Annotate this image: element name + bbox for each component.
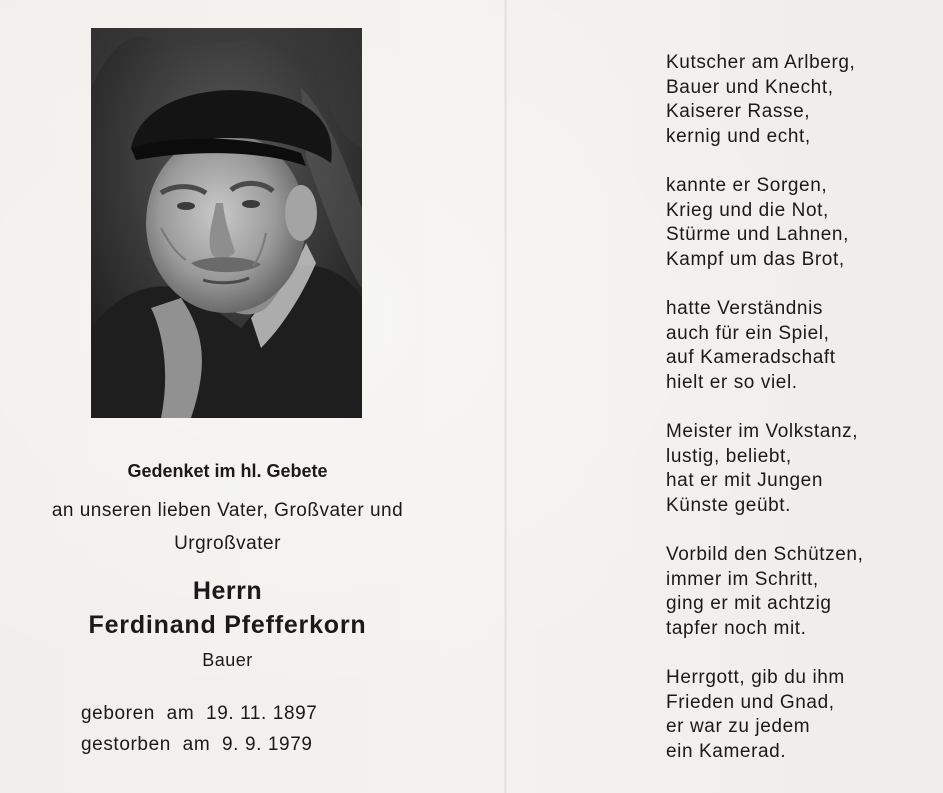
portrait-image [91, 28, 362, 418]
poem-line: er war zu jedem [666, 716, 811, 737]
poem-line: auf Kameradschaft [666, 347, 836, 368]
poem-stanza [666, 297, 936, 395]
poem-line: Herrgott, gib du ihm [666, 667, 845, 688]
card-fold [504, 0, 507, 793]
poem-line: kernig und echt, [666, 125, 811, 147]
death-date: gestorben am 9. 9. 1979 [81, 734, 313, 755]
dedication-line: Urgroßvater [174, 533, 281, 554]
memorial-poem [666, 51, 936, 789]
birth-date: geboren am 19. 11. 1897 [81, 703, 318, 724]
poem-line: Frieden und Gnad, [666, 691, 835, 713]
poem-line: tapfer noch mit. [666, 617, 807, 639]
poem-line: lustig, beliebt, [666, 445, 792, 467]
poem-stanza [666, 543, 936, 641]
poem-line: hatte Verständnis [666, 298, 824, 319]
salutation: Herrn [192, 577, 263, 605]
life-dates [81, 698, 317, 760]
deceased-name: Ferdinand Pfefferkorn [88, 611, 367, 639]
poem-line: Kampf um das Brot, [666, 248, 845, 270]
poem-line: hat er mit Jungen [666, 470, 824, 491]
portrait-photo [91, 28, 362, 418]
poem-line: ging er mit achtzig [666, 593, 832, 614]
poem-stanza [666, 51, 936, 149]
poem-line: Kutscher am Arlberg, [666, 52, 856, 73]
card-dedication [0, 494, 455, 560]
poem-line: Vorbild den Schützen, [666, 544, 864, 565]
poem-line: ein Kamerad. [666, 740, 787, 762]
poem-line: Künste geübt. [666, 494, 792, 516]
poem-line: Kaiserer Rasse, [666, 101, 811, 122]
poem-line: kannte er Sorgen, [666, 175, 828, 196]
card-intro: Gedenket im hl. Gebete [127, 461, 328, 481]
poem-line: Bauer und Knecht, [666, 76, 834, 98]
poem-line: Stürme und Lahnen, [666, 224, 849, 245]
poem-line: auch für ein Spiel, [666, 322, 830, 344]
occupation: Bauer [202, 650, 253, 670]
poem-line: Meister im Volkstanz, [666, 421, 859, 442]
poem-line: immer im Schritt, [666, 568, 819, 590]
poem-stanza [666, 174, 936, 272]
dedication-line: an unseren lieben Vater, Großvater und [51, 500, 404, 521]
poem-line: Krieg und die Not, [666, 199, 829, 221]
poem-stanza [666, 420, 936, 518]
poem-line: hielt er so viel. [666, 371, 798, 393]
poem-stanza [666, 666, 936, 764]
